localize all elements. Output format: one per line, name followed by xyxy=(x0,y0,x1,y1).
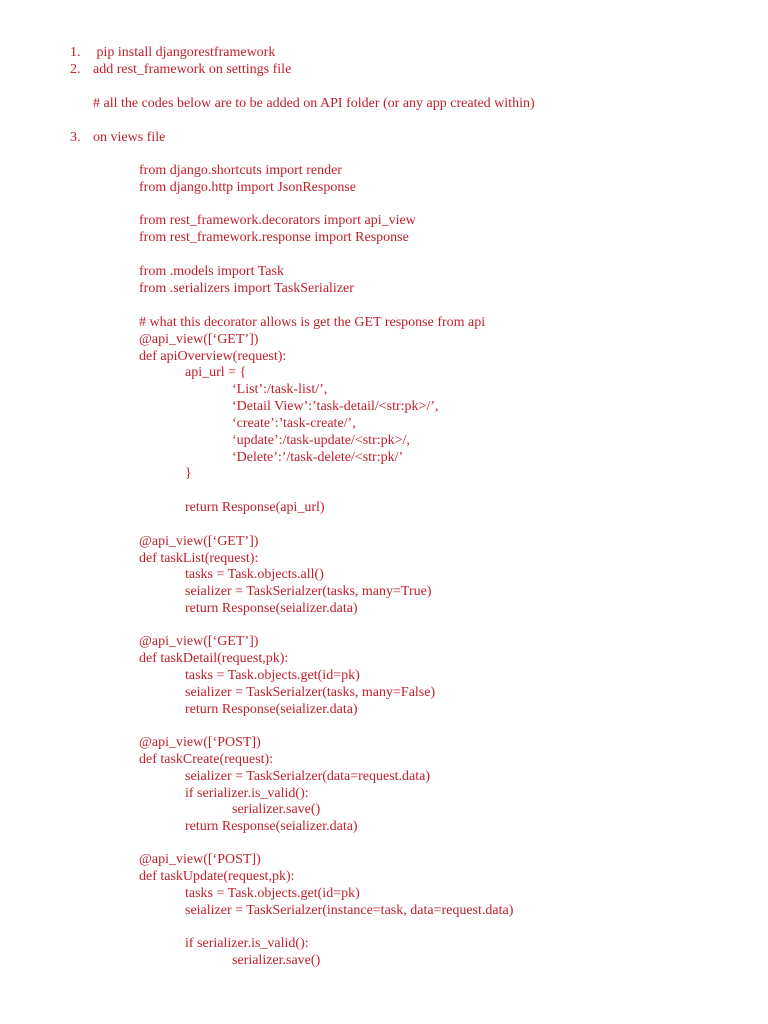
code-line: from django.shortcuts import render xyxy=(139,163,342,178)
code-line: from rest_framework.response import Response xyxy=(139,230,409,245)
code-line: ‘List’:/task-list/’, xyxy=(232,382,328,397)
list-item-text: on views file xyxy=(93,130,166,145)
list-item-text: add rest_framework on settings file xyxy=(93,62,292,77)
code-line: api_url = { xyxy=(185,365,247,380)
code-line: serializer.save() xyxy=(232,953,321,968)
code-line: ‘create’:’task-create/’, xyxy=(232,416,356,431)
code-line: from .serializers import TaskSerializer xyxy=(139,281,354,296)
list-number: 2. xyxy=(70,62,81,77)
code-line: from .models import Task xyxy=(139,264,284,279)
code-line: tasks = Task.objects.get(id=pk) xyxy=(185,886,360,901)
code-line: if serializer.is_valid(): xyxy=(185,786,309,801)
code-line: def taskDetail(request,pk): xyxy=(139,651,289,666)
code-line: ‘update’:/task-update/<str:pk>/, xyxy=(232,433,410,448)
code-line: tasks = Task.objects.all() xyxy=(185,567,324,582)
code-line: @api_view([‘GET’]) xyxy=(139,332,259,347)
code-line: @api_view([‘GET’]) xyxy=(139,634,259,649)
code-line: seializer = TaskSerialzer(tasks, many=True) xyxy=(185,584,432,599)
code-line: def taskList(request): xyxy=(139,551,259,566)
code-line: tasks = Task.objects.get(id=pk) xyxy=(185,668,360,683)
code-line: seializer = TaskSerialzer(tasks, many=False) xyxy=(185,685,436,700)
code-line: @api_view([‘POST]) xyxy=(139,735,261,750)
list-number: 3. xyxy=(70,130,81,145)
code-line: from django.http import JsonResponse xyxy=(139,180,356,195)
code-line: serializer.save() xyxy=(232,802,321,817)
comment-line: # all the codes below are to be added on API folder (or any app created within) xyxy=(93,96,535,111)
code-line: def taskCreate(request): xyxy=(139,752,274,767)
code-line: from rest_framework.decorators import api_view xyxy=(139,213,416,228)
code-line: seializer = TaskSerialzer(data=request.data) xyxy=(185,769,431,784)
code-line: return Response(seializer.data) xyxy=(185,702,358,717)
code-line: return Response(seializer.data) xyxy=(185,601,358,616)
code-line: } xyxy=(185,466,192,481)
list-item-text: pip install djangorestframework xyxy=(93,45,276,60)
code-line: def taskUpdate(request,pk): xyxy=(139,869,295,884)
code-line: def apiOverview(request): xyxy=(139,349,287,364)
code-line: # what this decorator allows is get the GET response from api xyxy=(139,315,486,330)
code-line: ‘Delete’:’/task-delete/<str:pk/’ xyxy=(232,450,404,465)
list-number: 1. xyxy=(70,45,81,60)
code-line: @api_view([‘POST]) xyxy=(139,852,261,867)
code-line: return Response(seializer.data) xyxy=(185,819,358,834)
code-line: if serializer.is_valid(): xyxy=(185,936,309,951)
code-line: @api_view([‘GET’]) xyxy=(139,534,259,549)
code-line: seializer = TaskSerialzer(instance=task, data=request.data) xyxy=(185,903,514,918)
code-line: return Response(api_url) xyxy=(185,500,325,515)
code-line: ‘Detail View’:’task-detail/<str:pk>/’, xyxy=(232,399,439,414)
